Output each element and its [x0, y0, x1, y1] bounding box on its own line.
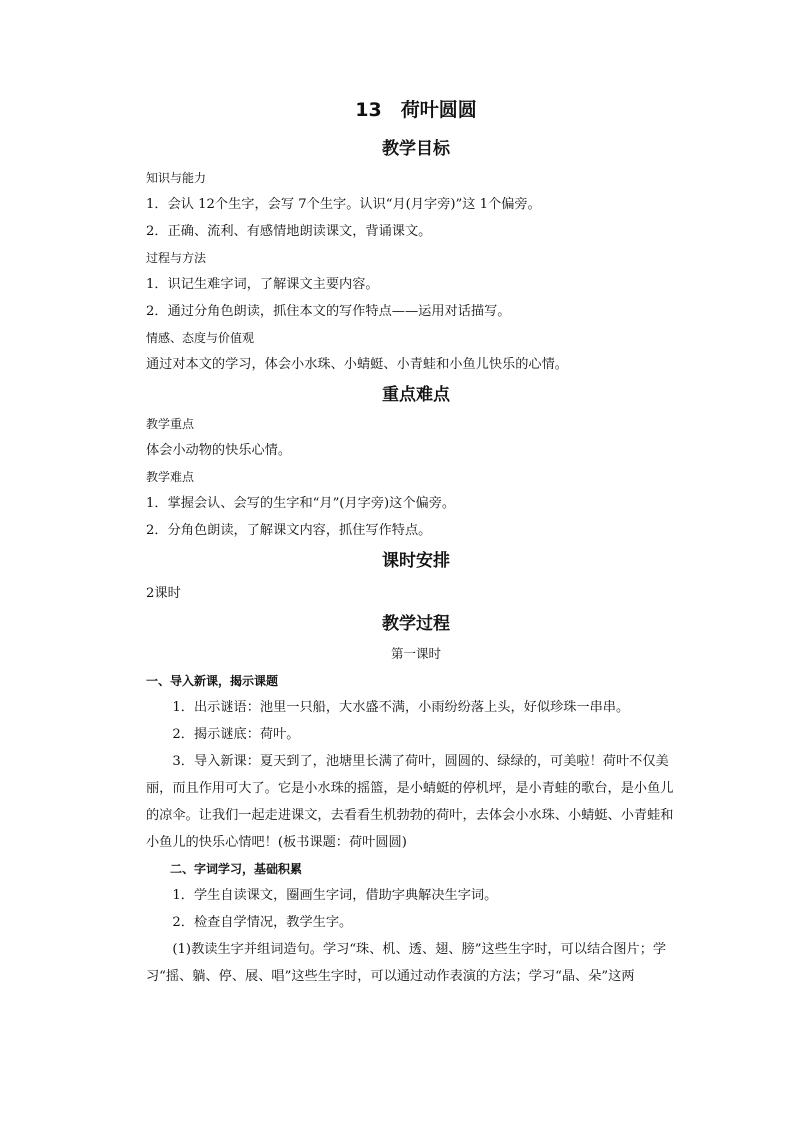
section-heading-process: 教学过程 — [382, 614, 450, 634]
focus-difficulty-item: 2．分角色朗读，了解课文内容，抓住写作特点。 — [146, 523, 432, 538]
process-item: 2．揭示谜底：荷叶。 — [172, 727, 300, 742]
goal-label-knowledge: 知识与能力 — [146, 171, 207, 185]
section-heading-schedule: 课时安排 — [382, 551, 450, 571]
process-step-label: 二、字词学习，基础积累 — [170, 862, 303, 876]
focus-difficulty-item: 1．掌握会认、会写的生字和“月”(月字旁)这个偏旁。 — [146, 496, 456, 511]
goal-values-text: 通过对本文的学习，体会小水珠、小蜻蜓、小青蛙和小鱼儿快乐的心情。 — [146, 357, 568, 372]
lesson-title: 13 荷叶圆圆 — [355, 99, 477, 121]
goal-item: 2．正确、流利、有感情地朗读课文，背诵课文。 — [146, 224, 432, 239]
goal-label-process: 过程与方法 — [146, 251, 207, 265]
process-item: 2．检查自学情况，教学生字。 — [172, 915, 353, 930]
section-heading-goals: 教学目标 — [382, 139, 450, 159]
process-item: (1)教读生字并组词造句。学习“珠、机、透、翅、膀”这些生字时，可以结合图片；学习“摇、躺、停、展、唱”这些生字时，可以通过动作表演的方法；学习“晶、朵”这两 — [146, 942, 667, 984]
schedule-text: 2课时 — [146, 586, 181, 601]
goal-item: 1．会认 12个生字，会写 7个生字。认识“月(月字旁)”这 1个偏旁。 — [146, 197, 541, 212]
focus-key-label: 教学重点 — [146, 417, 195, 431]
process-item: 3．导入新课：夏天到了，池塘里长满了荷叶，圆圆的、绿绿的，可美啦！荷叶不仅美丽，而且作用可大了。它是小水珠的摇篮，是小蜻蜓的停机坪，是小青蛙的歌台，是小鱼儿的凉伞。让我们一起走进课文，去看看生机勃勃的荷叶，去体会小水珠、小蜻蜓、小青蛙和小鱼儿的快乐心情吧！(板书课题：荷叶圆圆) — [146, 754, 674, 850]
focus-key-text: 体会小动物的快乐心情。 — [146, 443, 292, 458]
process-item: 1．学生自读课文，圈画生字词，借助字典解决生字词。 — [172, 888, 498, 903]
document-page — [146, 96, 686, 990]
process-item: 1．出示谜语：池里一只船，大水盛不满，小雨纷纷落上头，好似珍珠一串串。 — [172, 700, 630, 715]
lesson-period-label: 第一课时 — [390, 646, 441, 661]
process-step-label: 一、导入新课，揭示课题 — [146, 674, 279, 688]
goal-label-values: 情感、态度与价值观 — [146, 331, 255, 345]
goal-item: 2．通过分角色朗读，抓住本文的写作特点——运用对话描写。 — [146, 304, 511, 319]
section-heading-focus: 重点难点 — [382, 385, 450, 405]
goal-item: 1．识记生难字词，了解课文主要内容。 — [146, 277, 379, 292]
focus-difficulty-label: 教学难点 — [146, 470, 195, 484]
